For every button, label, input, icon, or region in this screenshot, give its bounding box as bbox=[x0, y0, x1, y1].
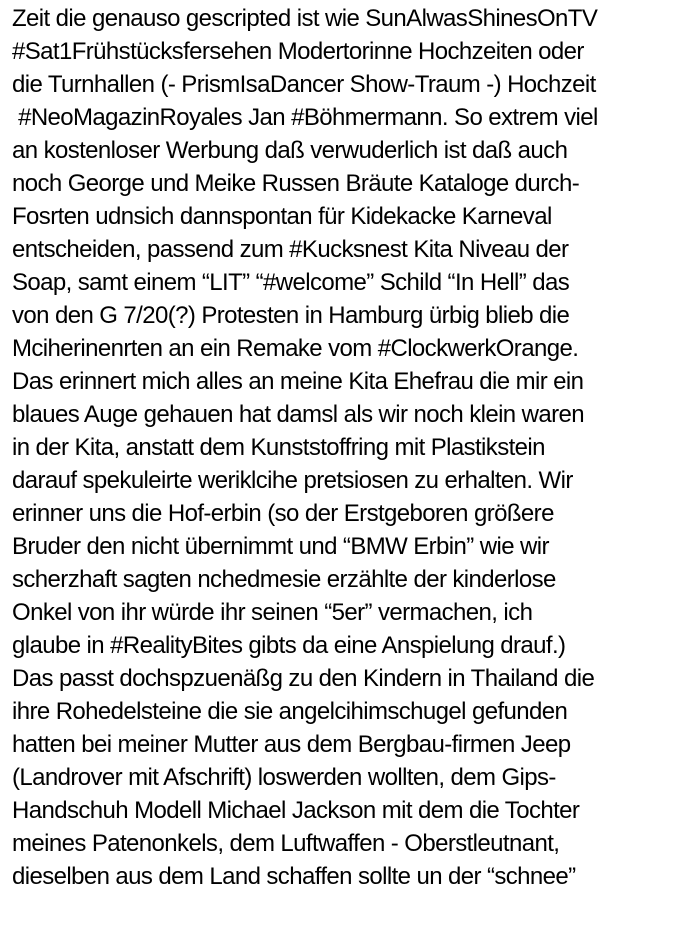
text-line-8: entscheiden, passend zum #Kucksnest Kita Niveau der bbox=[12, 236, 569, 263]
text-line-26: meines Patenonkels, dem Luftwaffen - Oberstleutnant, bbox=[12, 830, 560, 857]
text-line-9: Soap, samt einem “LIT” “#welcome” Schild “In Hell” das bbox=[12, 269, 570, 296]
text-line-21: Das passt dochspzuenäßg zu den Kindern in Thailand die bbox=[12, 665, 595, 692]
text-line-14: in der Kita, anstatt dem Kunststoffring mit Plastikstein bbox=[12, 434, 545, 461]
text-line-5: an kostenloser Werbung daß verwuderlich ist daß auch bbox=[12, 137, 568, 164]
text-line-27: dieselben aus dem Land schaffen sollte un der “schnee” bbox=[12, 863, 576, 890]
text-line-17: Bruder den nicht übernimmt und “BMW Erbin” wie wir bbox=[12, 533, 549, 560]
text-line-18: scherzhaft sagten nchedmesie erzählte der kinderlose bbox=[12, 566, 556, 593]
text-line-2: #Sat1Frühstücksfersehen Modertorinne Hochzeiten oder bbox=[12, 38, 584, 65]
text-line-3: die Turnhallen (- PrismIsaDancer Show-Traum -) Hochzeit bbox=[12, 71, 596, 98]
text-line-16: erinner uns die Hof-erbin (so der Erstgeboren größere bbox=[12, 500, 554, 527]
text-line-1: Zeit die genauso gescripted ist wie SunAlwasShinesOnTV bbox=[12, 5, 598, 32]
text-line-25: Handschuh Modell Michael Jackson mit dem die Tochter bbox=[12, 797, 580, 824]
text-line-6: noch George und Meike Russen Bräute Kataloge durch- bbox=[12, 170, 580, 197]
text-line-12: Das erinnert mich alles an meine Kita Ehefrau die mir ein bbox=[12, 368, 584, 395]
text-line-15: darauf spekuleirte weriklcihe pretsiosen zu erhalten. Wir bbox=[12, 467, 573, 494]
text-line-19: Onkel von ihr würde ihr seinen “5er” vermachen, ich bbox=[12, 599, 533, 626]
text-line-23: hatten bei meiner Mutter aus dem Bergbau-firmen Jeep bbox=[12, 731, 571, 758]
text-line-4: #NeoMagazinRoyales Jan #Böhmermann. So extrem viel bbox=[12, 104, 598, 131]
text-line-13: blaues Auge gehauen hat damsl als wir noch klein waren bbox=[12, 401, 584, 428]
text-line-20: glaube in #RealityBites gibts da eine Anspielung drauf.) bbox=[12, 632, 566, 659]
text-line-11: Mciherinenrten an ein Remake vom #ClockwerkOrange. bbox=[12, 335, 579, 362]
text-line-22: ihre Rohedelsteine die sie angelcihimschugel gefunden bbox=[12, 698, 568, 725]
text-line-10: von den G 7/20(?) Protesten in Hamburg ürbig blieb die bbox=[12, 302, 570, 329]
text-line-7: Fosrten udnsich dannspontan für Kidekacke Karneval bbox=[12, 203, 552, 230]
text-line-24: (Landrover mit Afschrift) loswerden wollten, dem Gips- bbox=[12, 764, 556, 791]
